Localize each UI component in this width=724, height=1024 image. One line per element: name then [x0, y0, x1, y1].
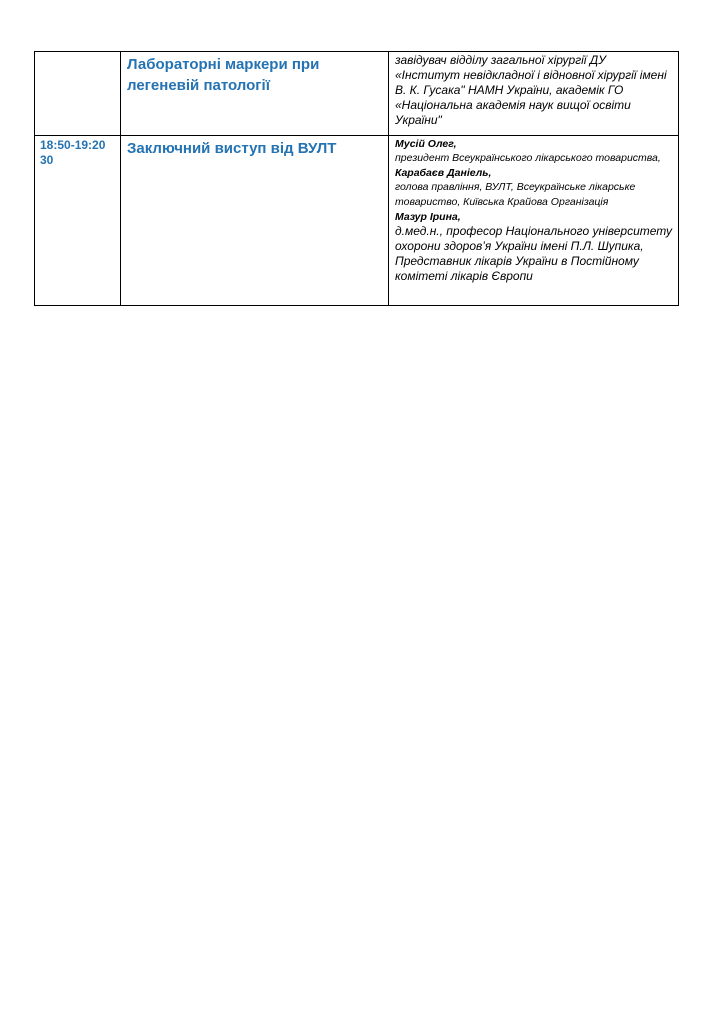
speaker-role: президент Всеукраїнського лікарського товариства, [395, 152, 661, 164]
speaker-role: завідувач відділу загальної хірургії ДУ «Інститут невідкладної і відновної хірургії імені В. К. Гусака" НАМН України, академік ГО «Національна академія наук вищої освіти України" [395, 53, 667, 127]
time-cell: 18:50-19:20 30 [35, 136, 121, 306]
table-row [35, 52, 679, 136]
session-title: Заключний виступ від ВУЛТ [121, 136, 389, 306]
speaker-role: голова правління, ВУЛТ, Всеукраїнське лікарське товариство, Київська Крайова Організація [395, 181, 636, 208]
speaker-cell [389, 52, 679, 136]
table-row [35, 136, 679, 306]
speaker-name: Карабаєв Даніель, [395, 167, 492, 179]
time-cell [35, 52, 121, 136]
session-title: Лабораторні маркери при легеневій патології [121, 52, 389, 136]
speaker-role: д.мед.н., професор Національного університету охорони здоров’я України імені П.Л. Шупика, Представник лікарів України в Постійному комітеті лікарів Європи [395, 224, 673, 283]
speaker-name: Мазур Ірина, [395, 211, 461, 223]
speaker-name: Мусій Олег, [395, 138, 457, 150]
speaker-cell [389, 136, 679, 306]
program-table [34, 51, 679, 306]
